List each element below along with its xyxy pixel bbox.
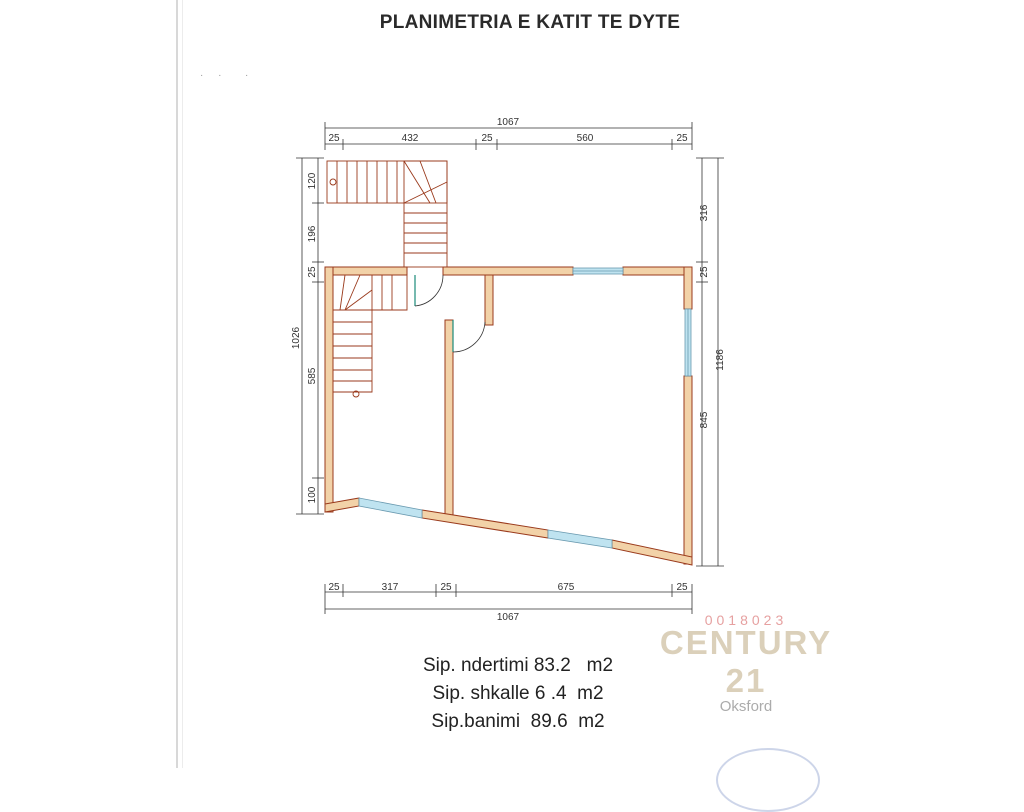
walls	[325, 267, 692, 565]
top-dimension-2: 432	[401, 133, 419, 144]
drawing-title: PLANIMETRIA E KATIT TE DYTE	[379, 12, 681, 33]
bottom-dimension-5: 25	[676, 582, 688, 593]
window-bottom-left	[359, 498, 422, 518]
wall-top-middle	[443, 267, 573, 275]
wall-top-left	[325, 267, 407, 275]
right-dimension-1: 316	[699, 204, 710, 222]
bottom-total-dimension: 1067	[496, 612, 520, 623]
door-stair-swing	[415, 275, 443, 306]
stamp-seal	[716, 748, 820, 812]
outer-stair-start-marker	[330, 179, 336, 185]
right-dimension-3: 845	[699, 411, 710, 429]
outer-staircase	[327, 161, 447, 267]
outer-stair-treads-vertical	[404, 213, 447, 253]
door-room-swing	[453, 322, 485, 352]
wall-left	[325, 267, 333, 512]
watermark-brand: CENTURY 21	[659, 624, 833, 699]
outer-stair-treads-horizontal	[337, 161, 447, 203]
left-dimension-3: 25	[307, 266, 318, 278]
wall-top-right	[623, 267, 692, 275]
bottom-dimension-lines	[325, 584, 692, 614]
left-dimension-2: 196	[307, 225, 318, 243]
area-stairs: Sip. shkalle 6 .4 m2	[432, 683, 604, 704]
window-bottom-right	[548, 530, 612, 548]
wall-interior-short	[485, 275, 493, 325]
area-living: Sip.banimi 89.6 m2	[431, 711, 605, 732]
left-dimension-5: 100	[307, 486, 318, 504]
bottom-dimension-1: 25	[328, 582, 340, 593]
area-building: Sip. ndertimi 83.2 m2	[422, 655, 614, 676]
top-total-dimension: 1067	[496, 117, 520, 128]
right-total-dimension: 1186	[715, 349, 726, 371]
wall-bottom-2	[422, 510, 548, 538]
top-dimension-5: 25	[676, 133, 688, 144]
wall-right-lower	[684, 376, 692, 564]
wall-interior-long	[445, 320, 453, 516]
inner-staircase	[333, 275, 407, 397]
watermark	[636, 612, 856, 715]
bottom-dimension-4: 675	[557, 582, 575, 593]
left-dimension-4: 585	[307, 367, 318, 385]
left-total-dimension: 1026	[291, 326, 302, 350]
watermark-code: 0018023	[704, 612, 788, 628]
area-summary	[388, 652, 648, 736]
wall-right-upper	[684, 267, 692, 309]
scan-specks: · · ·	[200, 70, 255, 81]
inner-stair-treads	[333, 275, 392, 381]
bottom-dimension-3: 25	[440, 582, 452, 593]
bottom-dimension-2: 317	[381, 582, 399, 593]
top-dimension-1: 25	[328, 133, 340, 144]
right-dimension-2: 25	[699, 266, 710, 278]
top-dimension-3: 25	[481, 133, 493, 144]
windows	[359, 268, 691, 548]
top-dimension-4: 560	[576, 133, 594, 144]
watermark-office: Oksford	[719, 698, 773, 715]
left-dimension-1: 120	[307, 172, 318, 190]
wall-bottom-3	[612, 540, 692, 565]
